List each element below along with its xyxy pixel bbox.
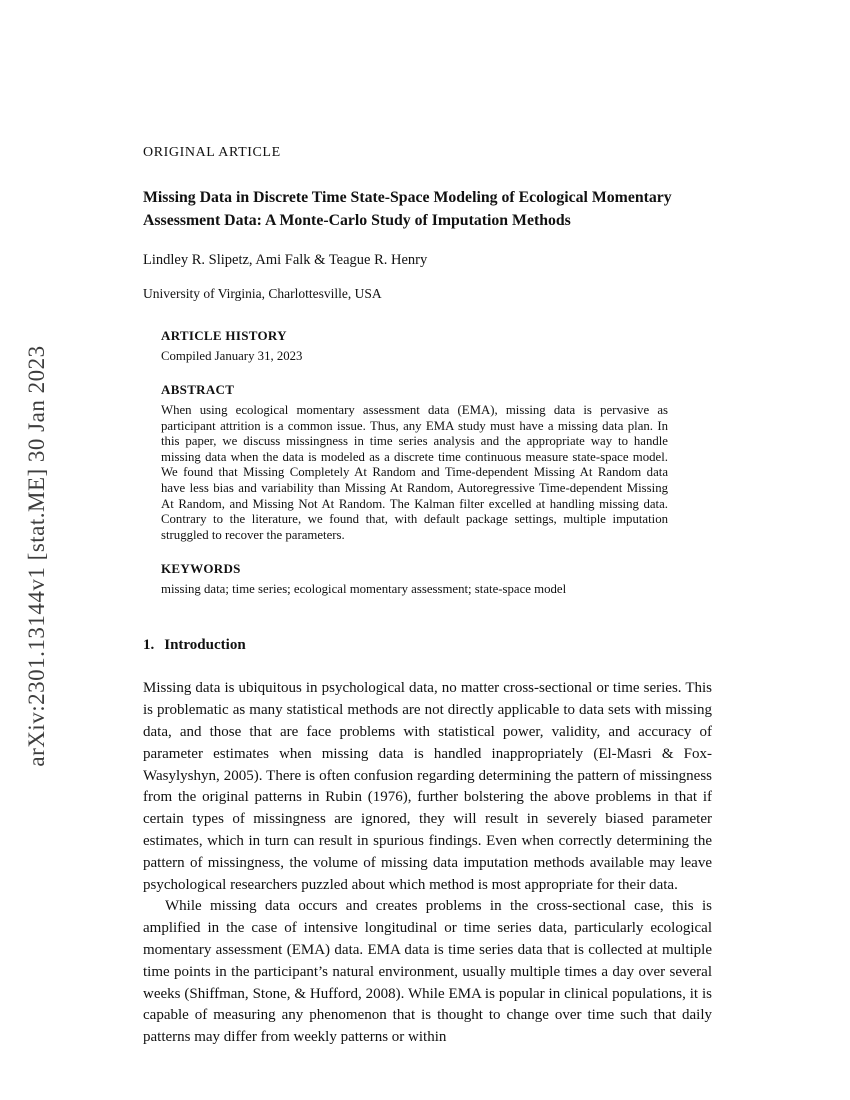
intro-paragraph-1: Missing data is ubiquitous in psychological data, no matter cross-sectional or time series. This is problematic as many statistical methods are not directly applicable to data sets with missing data, and those that are face problems with statistical power, validity, and accuracy of parameter estimates when missing data is handled inappropriately (El-Masri & Fox-Wasylyshyn, 2005). There is often confusion regarding determining the pattern of missingness from the original patterns in Rubin (1976), further bolstering the above problems in that if certain types of missingness are ignored, they will result in severely biased parameter estimates, which in turn can result in spurious findings. Even when correctly determining the pattern of missingness, the volume of missing data imputation methods available may leave psychological researchers puzzled about which method is most appropriate for their data. (143, 680, 712, 893)
compiled-date: Compiled January 31, 2023 (161, 349, 303, 363)
affiliation-line: University of Virginia, Charlottesville, USA (143, 286, 382, 301)
keywords-heading: KEYWORDS (161, 561, 241, 577)
arxiv-watermark: arXiv:2301.13144v1 [stat.ME] 30 Jan 2023 (24, 345, 49, 767)
section-heading-introduction (143, 637, 712, 654)
paper-content (143, 0, 712, 1049)
abstract-text: When using ecological momentary assessment data (EMA), missing data is pervasive as participant attrition is a common issue. Thus, any EMA study must have a missing data plan. In this paper, we discuss missingness in time series analysis and the appropriate way to handle missing data when the data is modeled as a discrete time continuous measure state-space model. We found that Missing Completely At Random and Time-dependent Missing At Random data have less bias and variability than Missing At Random, Autoregressive Time-dependent Missing At Random, and Missing Not At Random. The Kalman filter excelled at handling missing data. Contrary to the literature, we found that, with default package settings, multiple imputation struggled to recover the parameters. (161, 403, 668, 542)
keywords-text: missing data; time series; ecological momentary assessment; state-space model (161, 582, 567, 597)
abstract-heading: ABSTRACT (161, 382, 235, 397)
article-type-label: ORIGINAL ARTICLE (143, 145, 281, 160)
abstract-block (161, 328, 668, 597)
paper-title: Missing Data in Discrete Time State-Space Modeling of Ecological Momentary Assessment Data: A Monte-Carlo Study of Imputation Methods (143, 189, 672, 229)
article-history-heading: ARTICLE HISTORY (161, 328, 287, 343)
section-title: Introduction (164, 637, 246, 654)
section-number: 1. (143, 637, 155, 654)
intro-paragraph-2: While missing data occurs and creates problems in the cross-sectional case, this is amplified in the case of intensive longitudinal or time series data, particularly ecological momentary assessment (EMA) data. EMA data is time series data that is collected at multiple time points in the participant’s natural environment, usually multiple times a day over several weeks (Shiffman, Stone, & Hufford, 2008). While EMA is popular in clinical populations, it is capable of measuring any phenomenon that is thought to change over time such that daily patterns may differ from weekly patterns or within (143, 898, 712, 1046)
authors-line: Lindley R. Slipetz, Ami Falk & Teague R. Henry (143, 252, 428, 268)
